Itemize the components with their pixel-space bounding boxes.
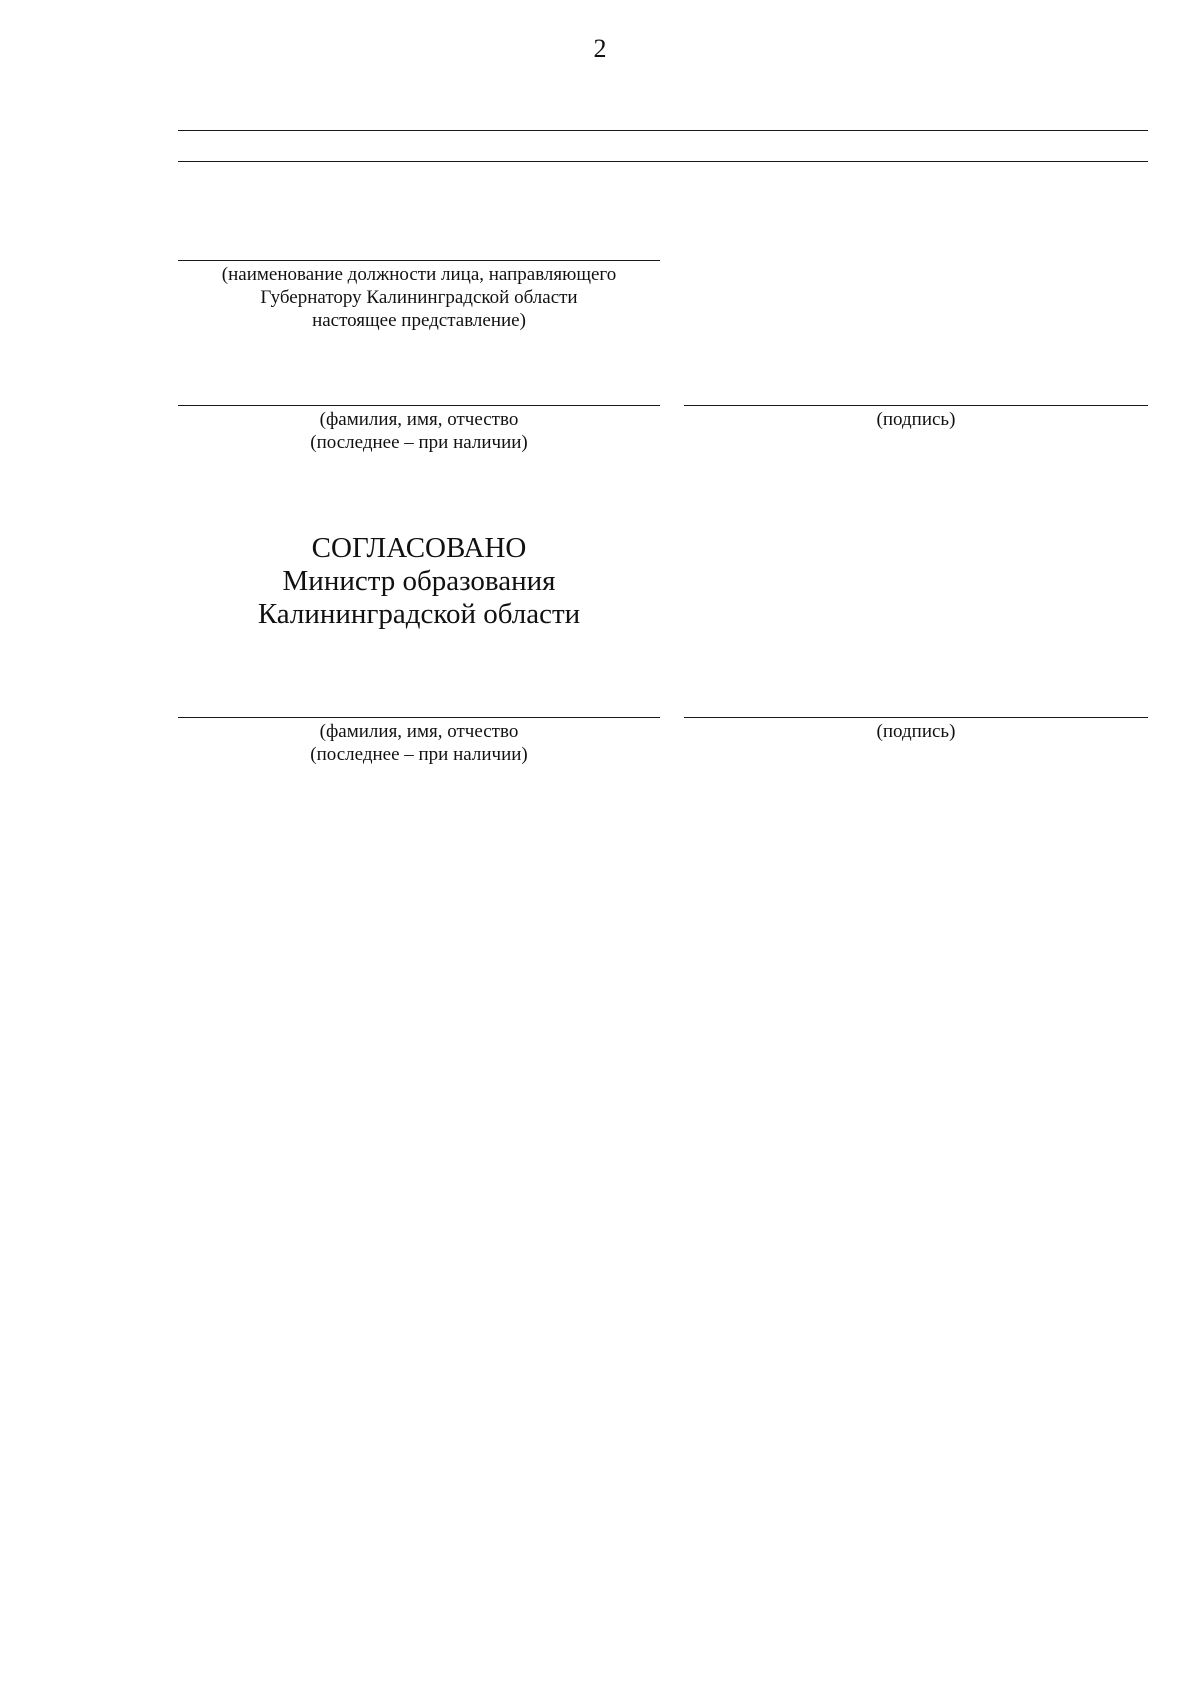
signature-caption: (подпись) bbox=[876, 721, 956, 742]
name-caption-line: (последнее – при наличии) bbox=[310, 432, 528, 453]
approval-line: Калининградской области bbox=[257, 598, 581, 630]
position-caption-line: настоящее представление) bbox=[312, 310, 526, 331]
name-caption bbox=[178, 720, 660, 766]
signature-line bbox=[684, 717, 1148, 718]
position-caption-line: (наименование должности лица, направляющего bbox=[221, 264, 617, 285]
signature-caption: (подпись) bbox=[876, 409, 956, 430]
approval-block bbox=[178, 532, 660, 631]
position-line bbox=[178, 260, 660, 261]
name-caption-line: (последнее – при наличии) bbox=[310, 744, 528, 765]
approval-heading: СОГЛАСОВАНО bbox=[311, 532, 527, 564]
blank-line-2 bbox=[178, 161, 1148, 162]
position-caption bbox=[178, 263, 660, 332]
signature-line bbox=[684, 405, 1148, 406]
position-caption-line: Губернатору Калининградской области bbox=[260, 287, 578, 308]
approval-line: Министр образования bbox=[282, 565, 556, 597]
name-caption-line: (фамилия, имя, отчество bbox=[319, 409, 519, 430]
blank-line-1 bbox=[178, 130, 1148, 131]
page-number: 2 bbox=[593, 34, 607, 63]
name-line bbox=[178, 717, 660, 718]
name-line bbox=[178, 405, 660, 406]
name-caption-line: (фамилия, имя, отчество bbox=[319, 721, 519, 742]
name-caption bbox=[178, 408, 660, 454]
